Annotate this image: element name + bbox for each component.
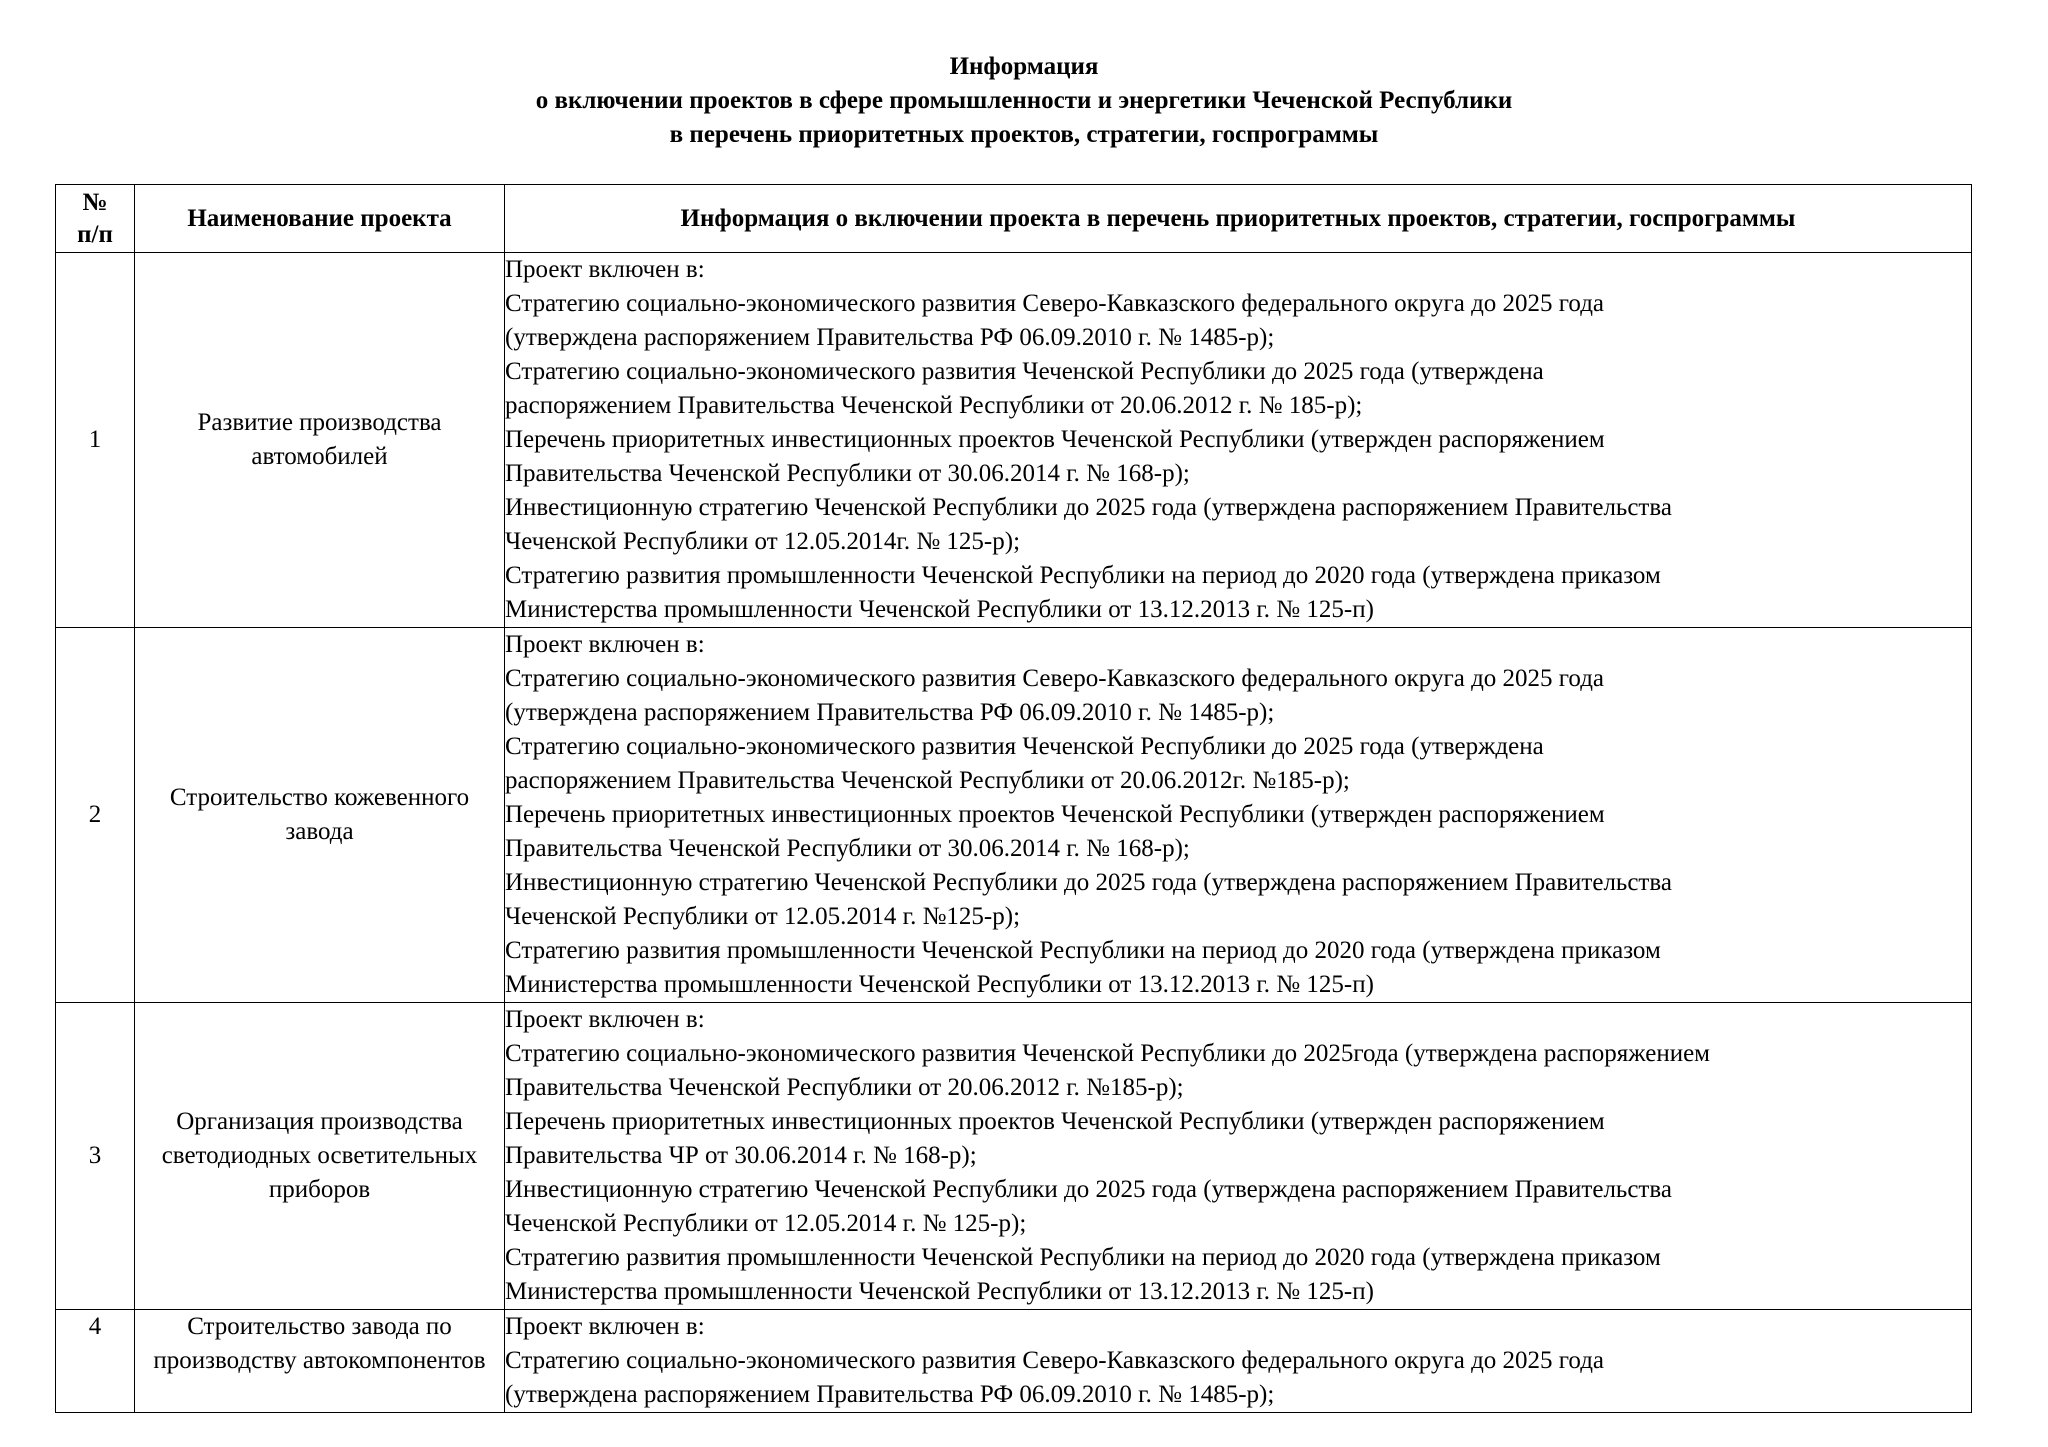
inclusion-info-line: Министерства промышленности Чеченской Республики от 13.12.2013 г. № 125-п) (505, 971, 1374, 998)
table-row (56, 253, 1972, 628)
inclusion-info-line: Инвестиционную стратегию Чеченской Республики до 2025 года (утверждена распоряжением Правительства (505, 494, 1672, 521)
row-number: 2 (56, 628, 135, 1003)
inclusion-info-line: Проект включен в: (505, 1006, 705, 1033)
header-number (56, 185, 135, 253)
inclusion-info-line: Чеченской Республики от 12.05.2014 г. №125-р); (505, 903, 1021, 930)
table-row (56, 628, 1972, 1003)
inclusion-info-line: Правительства ЧР от 30.06.2014 г. № 168-р); (505, 1142, 977, 1169)
inclusion-info-line: Стратегию социально-экономического развития Северо-Кавказского федерального округа до 2025 года (505, 665, 1605, 692)
inclusion-info-line: Стратегию развития промышленности Чеченской Республики на период до 2020 года (утверждена приказом (505, 1244, 1661, 1271)
inclusion-info-line: Проект включен в: (505, 631, 705, 658)
project-name: Организация производства светодиодных осветительных приборов (135, 1003, 505, 1310)
inclusion-info-line: Стратегию социально-экономического развития Северо-Кавказского федерального округа до 2025 года (505, 1347, 1605, 1374)
inclusion-info (505, 1003, 1972, 1310)
inclusion-info-line: Перечень приоритетных инвестиционных проектов Чеченской Республики (утвержден распоряжением (505, 801, 1605, 828)
inclusion-info-line: Чеченской Республики от 12.05.2014г. № 125-р); (505, 528, 1021, 555)
inclusion-info-line: (утверждена распоряжением Правительства РФ 06.09.2010 г. № 1485-р); (505, 324, 1275, 351)
inclusion-info-line: распоряжением Правительства Чеченской Республики от 20.06.2012 г. № 185-р); (505, 392, 1363, 419)
inclusion-info-line: Стратегию развития промышленности Чеченской Республики на период до 2020 года (утверждена приказом (505, 937, 1661, 964)
inclusion-info-line: Проект включен в: (505, 1313, 705, 1340)
inclusion-info (505, 628, 1972, 1003)
project-name: Строительство завода по производству автокомпонентов (135, 1310, 505, 1413)
title-line-1: Информация (949, 53, 1099, 80)
project-name: Строительство кожевенного завода (135, 628, 505, 1003)
inclusion-info-line: распоряжением Правительства Чеченской Республики от 20.06.2012г. №185-р); (505, 767, 1350, 794)
project-name: Развитие производства автомобилей (135, 253, 505, 628)
table-row (56, 1003, 1972, 1310)
inclusion-info-line: Стратегию развития промышленности Чеченской Республики на период до 2020 года (утверждена приказом (505, 562, 1661, 589)
header-project-name: Наименование проекта (135, 185, 505, 253)
row-number: 3 (56, 1003, 135, 1310)
inclusion-info-line: Проект включен в: (505, 256, 705, 283)
inclusion-info-line: Чеченской Республики от 12.05.2014 г. № 125-р); (505, 1210, 1027, 1237)
inclusion-info-line: Стратегию социально-экономического развития Чеченской Республики до 2025года (утверждена распоряжением (505, 1040, 1711, 1067)
inclusion-info-line: Стратегию социально-экономического развития Чеченской Республики до 2025 года (утверждена (505, 358, 1544, 385)
header-number-abbr: п/п (77, 220, 113, 248)
inclusion-info-line: Правительства Чеченской Республики от 30.06.2014 г. № 168-р); (505, 460, 1190, 487)
header-number-symbol: № (82, 188, 108, 216)
header-inclusion-info: Информация о включении проекта в перечень приоритетных проектов, стратегии, госпрограммы (505, 185, 1972, 253)
table-row (56, 1310, 1972, 1413)
inclusion-info-line: (утверждена распоряжением Правительства РФ 06.09.2010 г. № 1485-р); (505, 699, 1275, 726)
inclusion-info (505, 1310, 1972, 1413)
inclusion-info-line: Министерства промышленности Чеченской Республики от 13.12.2013 г. № 125-п) (505, 1278, 1374, 1305)
row-number: 1 (56, 253, 135, 628)
inclusion-info-line: Перечень приоритетных инвестиционных проектов Чеченской Республики (утвержден распоряжением (505, 426, 1605, 453)
inclusion-info-line: (утверждена распоряжением Правительства РФ 06.09.2010 г. № 1485-р); (505, 1381, 1275, 1408)
inclusion-info-line: Инвестиционную стратегию Чеченской Республики до 2025 года (утверждена распоряжением Правительства (505, 1176, 1672, 1203)
row-number: 4 (56, 1310, 135, 1413)
inclusion-info-line: Стратегию социально-экономического развития Чеченской Республики до 2025 года (утверждена (505, 733, 1544, 760)
title-line-3: в перечень приоритетных проектов, стратегии, госпрограммы (669, 121, 1379, 148)
document-title (0, 50, 2048, 152)
inclusion-info-line: Перечень приоритетных инвестиционных проектов Чеченской Республики (утвержден распоряжением (505, 1108, 1605, 1135)
table-header-row (56, 185, 1972, 253)
inclusion-info-line: Стратегию социально-экономического развития Северо-Кавказского федерального округа до 2025 года (505, 290, 1605, 317)
inclusion-info (505, 253, 1972, 628)
projects-table (55, 184, 1972, 1413)
inclusion-info-line: Правительства Чеченской Республики от 20.06.2012 г. №185-р); (505, 1074, 1184, 1101)
inclusion-info-line: Правительства Чеченской Республики от 30.06.2014 г. № 168-р); (505, 835, 1190, 862)
inclusion-info-line: Министерства промышленности Чеченской Республики от 13.12.2013 г. № 125-п) (505, 596, 1374, 623)
inclusion-info-line: Инвестиционную стратегию Чеченской Республики до 2025 года (утверждена распоряжением Правительства (505, 869, 1672, 896)
title-line-2: о включении проектов в сфере промышленности и энергетики Чеченской Республики (535, 87, 1513, 114)
